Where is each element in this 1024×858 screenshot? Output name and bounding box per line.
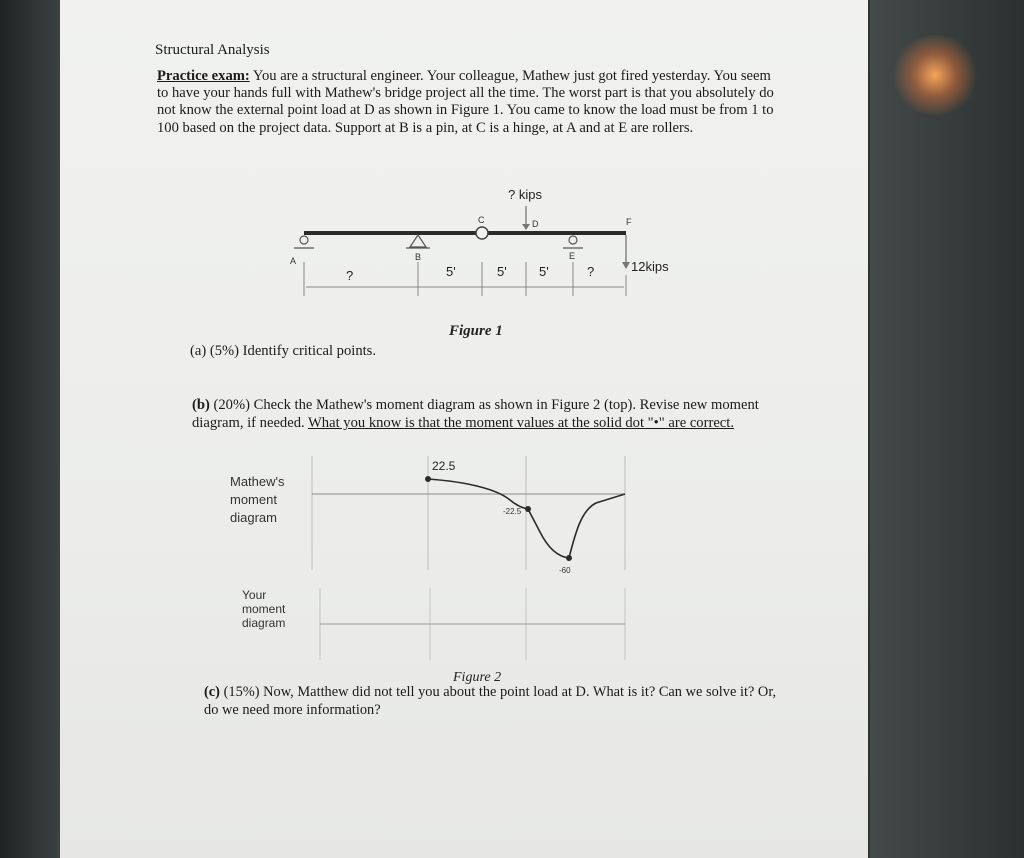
figure-1-caption: Figure 1 <box>449 323 503 339</box>
mathew-label-line-3: diagram <box>230 510 277 525</box>
figure-2 <box>230 456 625 685</box>
point-b-label: B <box>415 252 422 262</box>
pin-b <box>410 235 426 247</box>
load-f-arrowhead <box>622 262 630 269</box>
span-bc-label: 5' <box>446 264 456 279</box>
question-b-note: What you know is that the moment values at the solid dot "•" are correct. <box>308 415 734 431</box>
moment-dot-2 <box>525 506 531 512</box>
load-f-label: 12kips <box>631 259 669 274</box>
moment-dot-3 <box>566 555 572 561</box>
mathew-label-line-2: moment <box>230 492 277 507</box>
question-c-label: (c) <box>204 684 220 700</box>
span-ef-label: ? <box>587 264 595 279</box>
roller-a <box>300 236 308 244</box>
course-title: Structural Analysis <box>155 42 270 58</box>
your-label-line-3: diagram <box>242 616 286 630</box>
point-f-label: F <box>626 217 632 227</box>
question-a: (a) (5%) Identify critical points. <box>190 343 376 359</box>
intro-text: You are a structural engineer. Your colleague, Mathew just got fired yesterday. You seem to have your hands full with Mathew's bridge project all the time. The worst part is that you absolutely do not know the external point load at D as shown in Figure 1. You came to know the load must be from 1 to 100 based on the project data. Support at B is a pin, at C is a hinge, at A and at E are rollers. <box>157 68 774 136</box>
figure-1 <box>290 187 669 339</box>
moment-dot-1 <box>425 476 431 482</box>
roller-e <box>569 236 577 244</box>
load-d-arrowhead <box>522 224 530 230</box>
mathew-grid <box>312 456 625 570</box>
span-cd-label: 5' <box>497 264 507 279</box>
your-label-line-1: Your <box>242 588 267 602</box>
point-a-label: A <box>290 256 297 266</box>
moment-value-1: 22.5 <box>432 459 456 473</box>
load-d-label: ? kips <box>508 187 542 202</box>
moment-value-2: -22.5 <box>503 507 522 516</box>
span-de-label: 5' <box>539 264 549 279</box>
hinge-c <box>476 227 488 239</box>
your-label-line-2: moment <box>242 602 286 616</box>
mathew-label-line-1: Mathew's <box>230 474 285 489</box>
point-e-label: E <box>569 251 576 261</box>
point-c-label: C <box>478 215 485 225</box>
question-b-text: (20%) Check the Mathew's moment diagram as shown in Figure 2 (top). Revise new moment diagram, if needed. <box>192 397 759 431</box>
intro-lead: Practice exam: <box>157 68 250 84</box>
point-d-label: D <box>532 219 539 229</box>
question-b-label: (b) <box>192 397 210 413</box>
figure-2-caption: Figure 2 <box>453 670 502 685</box>
question-c-text: (15%) Now, Matthew did not tell you about the point load at D. What is it? Can we solve it? Or, do we need more information? <box>204 684 777 718</box>
moment-value-3: -60 <box>559 566 571 575</box>
span-ab-label: ? <box>346 268 354 283</box>
